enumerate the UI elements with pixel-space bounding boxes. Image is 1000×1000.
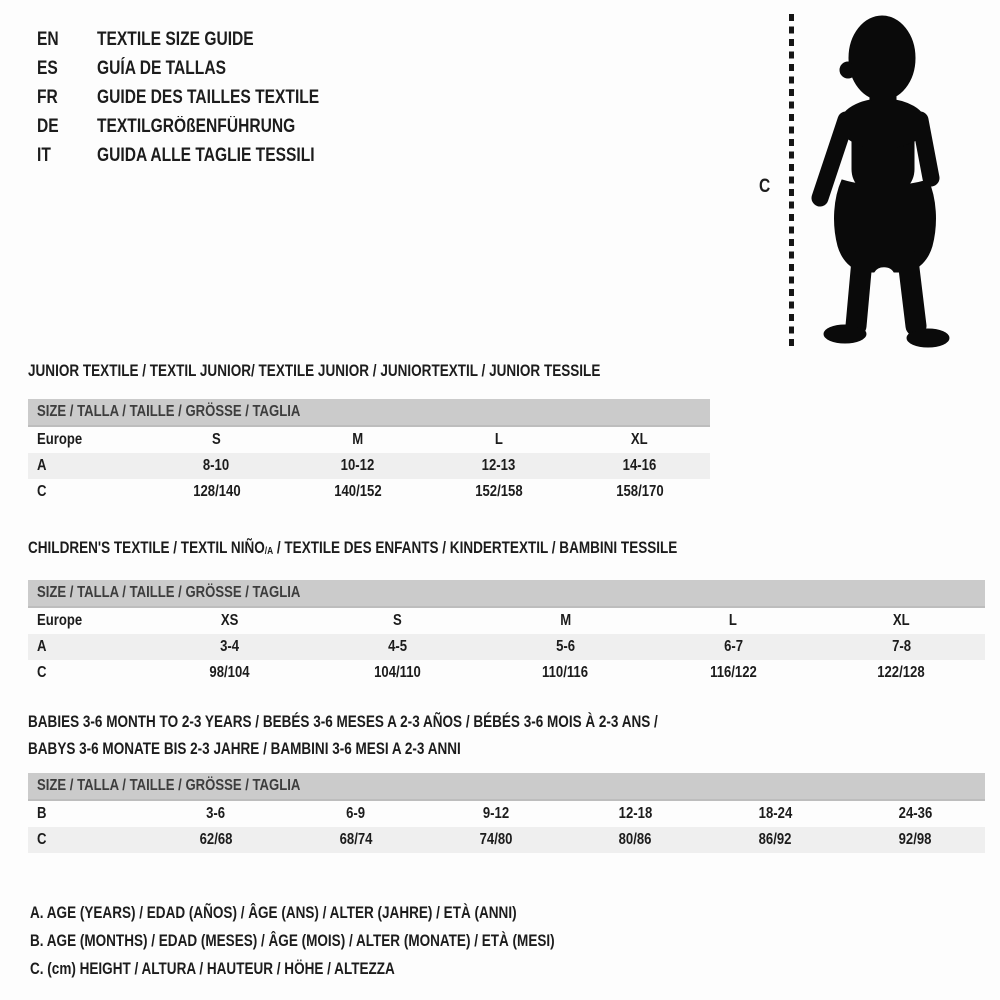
size-cell: S xyxy=(393,612,403,630)
junior-section-title xyxy=(28,361,710,381)
toddler-silhouette-figure xyxy=(798,8,958,348)
size-cell: L xyxy=(494,431,503,448)
babies-textile-section xyxy=(28,709,985,853)
height-cell: 80/86 xyxy=(618,831,652,848)
size-cell: XL xyxy=(631,431,648,448)
toddler-silhouette xyxy=(820,16,949,347)
age-cell: 24-36 xyxy=(898,805,932,822)
lang-code: EN xyxy=(37,28,59,50)
row-label: Europe xyxy=(37,431,83,448)
row-label: C xyxy=(37,831,47,848)
height-measure-label: C xyxy=(759,176,771,197)
lang-row-fr xyxy=(37,83,368,112)
height-cell: 128/140 xyxy=(192,483,241,500)
lang-title: TEXTILGRÖßENFÜHRUNG xyxy=(97,115,296,137)
footnotes xyxy=(30,899,670,983)
table-row xyxy=(28,453,710,479)
age-cell: 7-8 xyxy=(891,638,911,656)
lang-code: FR xyxy=(37,86,58,108)
age-cell: 4-5 xyxy=(388,638,408,656)
babies-section-title xyxy=(28,709,985,763)
height-cell: 68/74 xyxy=(339,831,373,848)
row-label: C xyxy=(37,483,47,500)
size-cell: M xyxy=(352,431,363,448)
row-label: C xyxy=(37,664,47,682)
row-label: A xyxy=(37,638,47,656)
footnote-b xyxy=(30,927,670,955)
height-cell: 86/92 xyxy=(758,831,792,848)
lang-row-es xyxy=(37,54,368,83)
lang-row-en xyxy=(37,25,368,54)
age-cell: 5-6 xyxy=(556,638,575,656)
age-cell: 3-4 xyxy=(220,638,240,656)
size-header-bar xyxy=(28,773,985,801)
lang-row-it xyxy=(37,141,368,170)
table-row xyxy=(28,827,985,853)
age-cell: 12-18 xyxy=(618,805,653,822)
footnote-b-text: B. AGE (MONTHS) / EDAD (MESES) / ÂGE (MOIS) / ALTER (MONATE) / ETÀ (MESI) xyxy=(30,932,555,950)
junior-section-title-text: JUNIOR TEXTILE / TEXTIL JUNIOR/ TEXTILE JUNIOR / JUNIORTEXTIL / JUNIOR TESSILE xyxy=(28,362,601,380)
age-cell: 12-13 xyxy=(481,457,516,474)
table-row xyxy=(28,427,710,453)
age-cell: 6-7 xyxy=(723,638,743,656)
size-cell: XL xyxy=(892,612,910,630)
height-cell: 104/110 xyxy=(374,664,422,682)
table-row xyxy=(28,608,985,634)
lang-code: ES xyxy=(37,57,58,79)
junior-textile-section xyxy=(28,361,710,505)
height-cell: 74/80 xyxy=(479,831,512,848)
table-row xyxy=(28,634,985,660)
footnote-a xyxy=(30,899,670,927)
height-cell: 92/98 xyxy=(898,831,932,848)
babies-title-line1: BABIES 3-6 MONTH TO 2-3 YEARS / BEBÉS 3-6 MESES A 2-3 AÑOS / BÉBÉS 3-6 MOIS À 2-3 ANS / xyxy=(28,713,658,731)
height-cell: 116/122 xyxy=(709,664,757,682)
lang-title: GUÍA DE TALLAS xyxy=(97,57,226,79)
size-header-bar xyxy=(28,580,985,608)
age-cell: 8-10 xyxy=(203,457,230,474)
babies-title-line2: BABYS 3-6 MONATE BIS 2-3 JAHRE / BAMBINI 3-6 MESI A 2-3 ANNI xyxy=(28,740,461,758)
table-row xyxy=(28,479,710,505)
age-cell: 9-12 xyxy=(482,805,509,822)
age-cell: 6-9 xyxy=(346,805,366,822)
childrens-section-title xyxy=(28,538,985,562)
lang-title: GUIDE DES TAILLES TEXTILE xyxy=(97,86,320,108)
size-cell: M xyxy=(560,612,571,630)
title-subscript: /A xyxy=(264,546,274,558)
height-cell: 110/116 xyxy=(542,664,589,682)
row-label: B xyxy=(37,805,47,822)
age-cell: 3-6 xyxy=(206,805,226,822)
height-cell: 158/170 xyxy=(615,483,664,500)
lang-code: DE xyxy=(37,115,59,137)
height-cell: 62/68 xyxy=(199,831,233,848)
age-cell: 10-12 xyxy=(340,457,375,474)
size-cell: L xyxy=(729,612,738,630)
size-header-text: SIZE / TALLA / TAILLE / GRÖSSE / TAGLIA xyxy=(37,403,301,420)
lang-row-de xyxy=(37,112,368,141)
height-dotted-line xyxy=(789,14,794,346)
table-row xyxy=(28,660,985,686)
footnote-a-text: A. AGE (YEARS) / EDAD (AÑOS) / ÂGE (ANS) / ALTER (JAHRE) / ETÀ (ANNI) xyxy=(30,904,517,922)
childrens-section-title-text xyxy=(28,538,677,562)
title-post: / TEXTILE DES ENFANTS / KINDERTEXTIL / BAMBINI TESSILE xyxy=(273,539,678,557)
size-cell: S xyxy=(212,431,221,448)
childrens-textile-section xyxy=(28,538,985,686)
height-cell: 122/128 xyxy=(877,664,925,682)
size-header-text: SIZE / TALLA / TAILLE / GRÖSSE / TAGLIA xyxy=(37,584,301,602)
title-pre: CHILDREN'S TEXTILE / TEXTIL NIÑO xyxy=(28,539,265,557)
language-title-list xyxy=(37,25,368,170)
height-cell: 140/152 xyxy=(333,483,382,500)
height-cell: 98/104 xyxy=(209,664,250,682)
row-label: Europe xyxy=(37,612,83,630)
age-cell: 18-24 xyxy=(758,805,793,822)
height-cell: 152/158 xyxy=(474,483,523,500)
lang-code: IT xyxy=(37,144,51,166)
footnote-c-text: C. (cm) HEIGHT / ALTURA / HAUTEUR / HÖHE / ALTEZZA xyxy=(30,960,395,978)
size-header-text: SIZE / TALLA / TAILLE / GRÖSSE / TAGLIA xyxy=(37,777,301,794)
lang-title: GUIDA ALLE TAGLIE TESSILI xyxy=(97,144,315,166)
age-cell: 14-16 xyxy=(622,457,657,474)
size-header-bar xyxy=(28,399,710,427)
size-cell: XS xyxy=(221,612,239,630)
row-label: A xyxy=(37,457,47,474)
lang-title: TEXTILE SIZE GUIDE xyxy=(97,28,254,50)
footnote-c xyxy=(30,955,670,983)
table-row xyxy=(28,801,985,827)
